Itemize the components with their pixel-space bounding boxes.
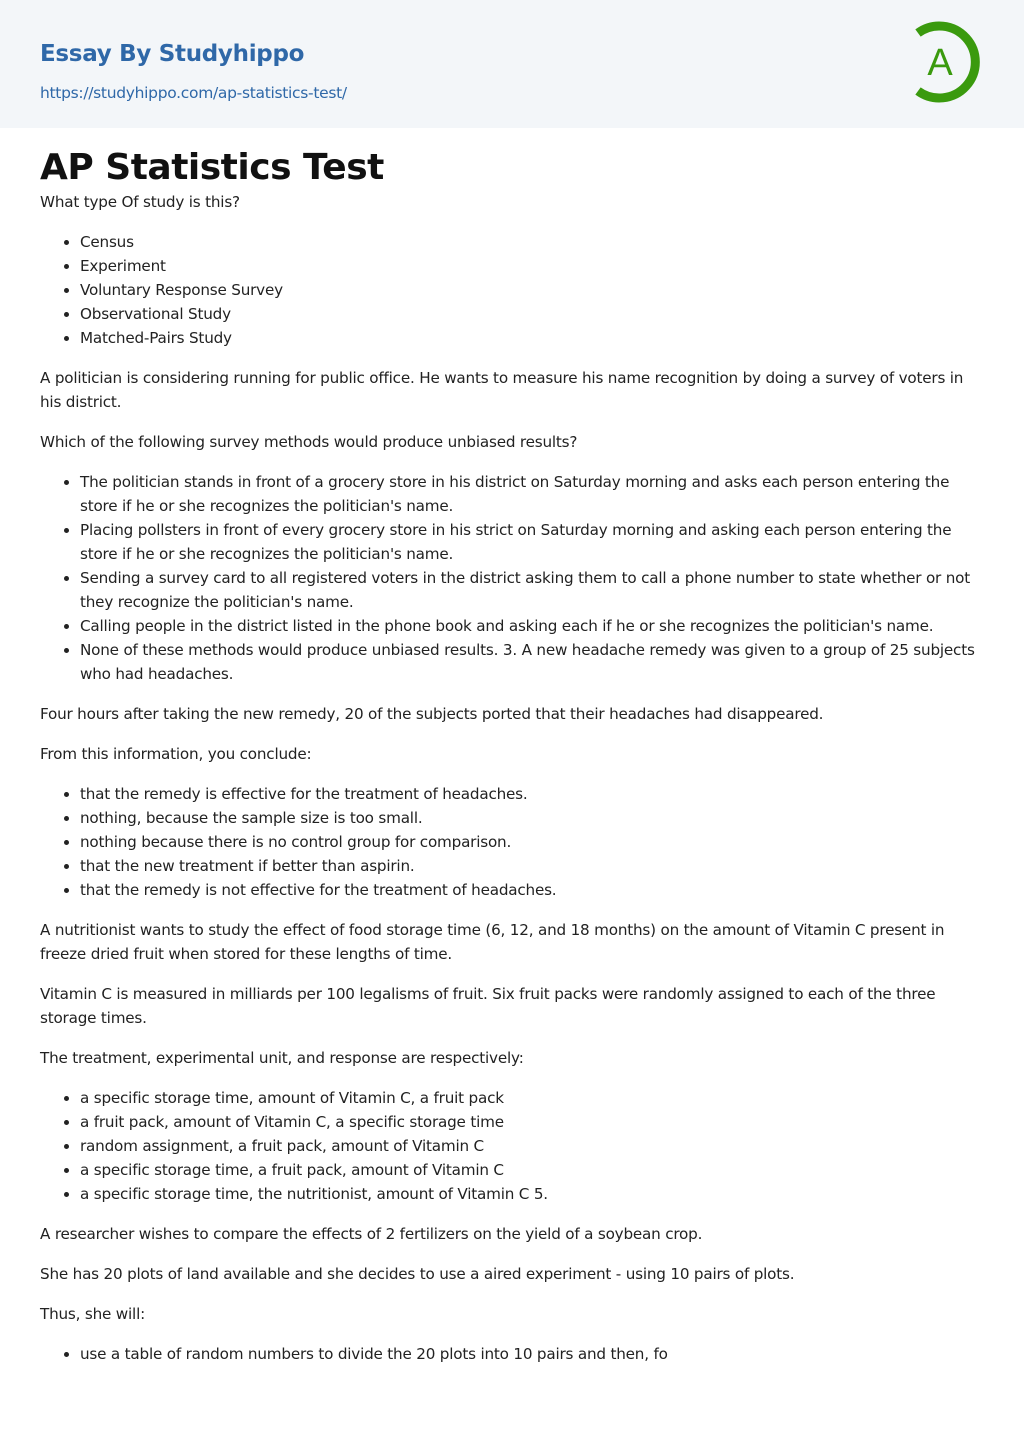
- paragraph: From this information, you conclude:: [40, 745, 312, 763]
- paragraph: Thus, she will:: [40, 1305, 146, 1323]
- answer-options-list: [40, 1342, 984, 1366]
- list-item: • Matched-Pairs Study: [80, 326, 984, 350]
- paragraph: The treatment, experimental unit, and response are respectively:: [40, 1049, 524, 1067]
- paragraph: A researcher wishes to compare the effects of 2 fertilizers on the yield of a soybean crop.: [40, 1225, 703, 1243]
- paragraph: What type Of study is this?: [40, 193, 240, 211]
- essay-url-link[interactable]: https://studyhippo.com/ap-statistics-test/: [40, 84, 347, 102]
- paragraph: Four hours after taking the new remedy, 20 of the subjects ported that their headaches had disappeared.: [40, 705, 824, 723]
- paragraph: Which of the following survey methods would produce unbiased results?: [40, 433, 578, 451]
- list-item: • that the remedy is effective for the treatment of headaches.: [80, 782, 984, 806]
- paragraph: A nutritionist wants to study the effect of food storage time (6, 12, and 18 months) on the amount of Vitamin C present in freeze dried fruit when stored for these lengths of time.: [40, 921, 945, 963]
- paragraph: She has 20 plots of land available and she decides to use a aired experiment - using 10 pairs of plots.: [40, 1265, 795, 1283]
- site-header: [0, 0, 1024, 128]
- list-item: • a specific storage time, amount of Vitamin C, a fruit pack: [80, 1086, 984, 1110]
- answer-options-list: [40, 230, 984, 350]
- brand-title[interactable]: Essay By Studyhippo: [40, 41, 305, 67]
- svg-text:A: A: [927, 42, 953, 84]
- answer-options-list: [40, 782, 984, 902]
- list-item: • Observational Study: [80, 302, 984, 326]
- studyhippo-logo-icon[interactable]: [912, 19, 986, 105]
- list-item: • The politician stands in front of a grocery store in his district on Saturday morning and asks each person entering the store if he or she recognizes the politician's name.: [80, 470, 984, 518]
- list-item: • Census: [80, 230, 984, 254]
- list-item: • Voluntary Response Survey: [80, 278, 984, 302]
- list-item: • a fruit pack, amount of Vitamin C, a specific storage time: [80, 1110, 984, 1134]
- list-item: • Experiment: [80, 254, 984, 278]
- list-item: • use a table of random numbers to divide the 20 plots into 10 pairs and then, fo: [80, 1342, 984, 1366]
- answer-options-list: [40, 1086, 984, 1206]
- paragraph: Vitamin C is measured in milliards per 100 legalisms of fruit. Six fruit packs were randomly assigned to each of the three storage times.: [40, 985, 936, 1027]
- answer-options-list: [40, 470, 984, 686]
- list-item: • Placing pollsters in front of every grocery store in his strict on Saturday morning and asking each person entering the store if he or she recognizes the politician's name.: [80, 518, 984, 566]
- list-item: • that the remedy is not effective for the treatment of headaches.: [80, 878, 984, 902]
- list-item: • nothing because there is no control group for comparison.: [80, 830, 984, 854]
- essay-body: [40, 190, 984, 1366]
- page-title: AP Statistics Test: [40, 147, 384, 188]
- list-item: • Calling people in the district listed in the phone book and asking each if he or she recognizes the politician's name.: [80, 614, 984, 638]
- list-item: • Sending a survey card to all registered voters in the district asking them to call a phone number to state whether or not they recognize the politician's name.: [80, 566, 984, 614]
- paragraph: A politician is considering running for public office. He wants to measure his name recognition by doing a survey of voters in his district.: [40, 369, 964, 411]
- list-item: • a specific storage time, a fruit pack, amount of Vitamin C: [80, 1158, 984, 1182]
- list-item: • a specific storage time, the nutritionist, amount of Vitamin C 5.: [80, 1182, 984, 1206]
- list-item: • random assignment, a fruit pack, amount of Vitamin C: [80, 1134, 984, 1158]
- list-item: • nothing, because the sample size is too small.: [80, 806, 984, 830]
- list-item: • that the new treatment if better than aspirin.: [80, 854, 984, 878]
- list-item: • None of these methods would produce unbiased results. 3. A new headache remedy was given to a group of 25 subjects who had headaches.: [80, 638, 984, 686]
